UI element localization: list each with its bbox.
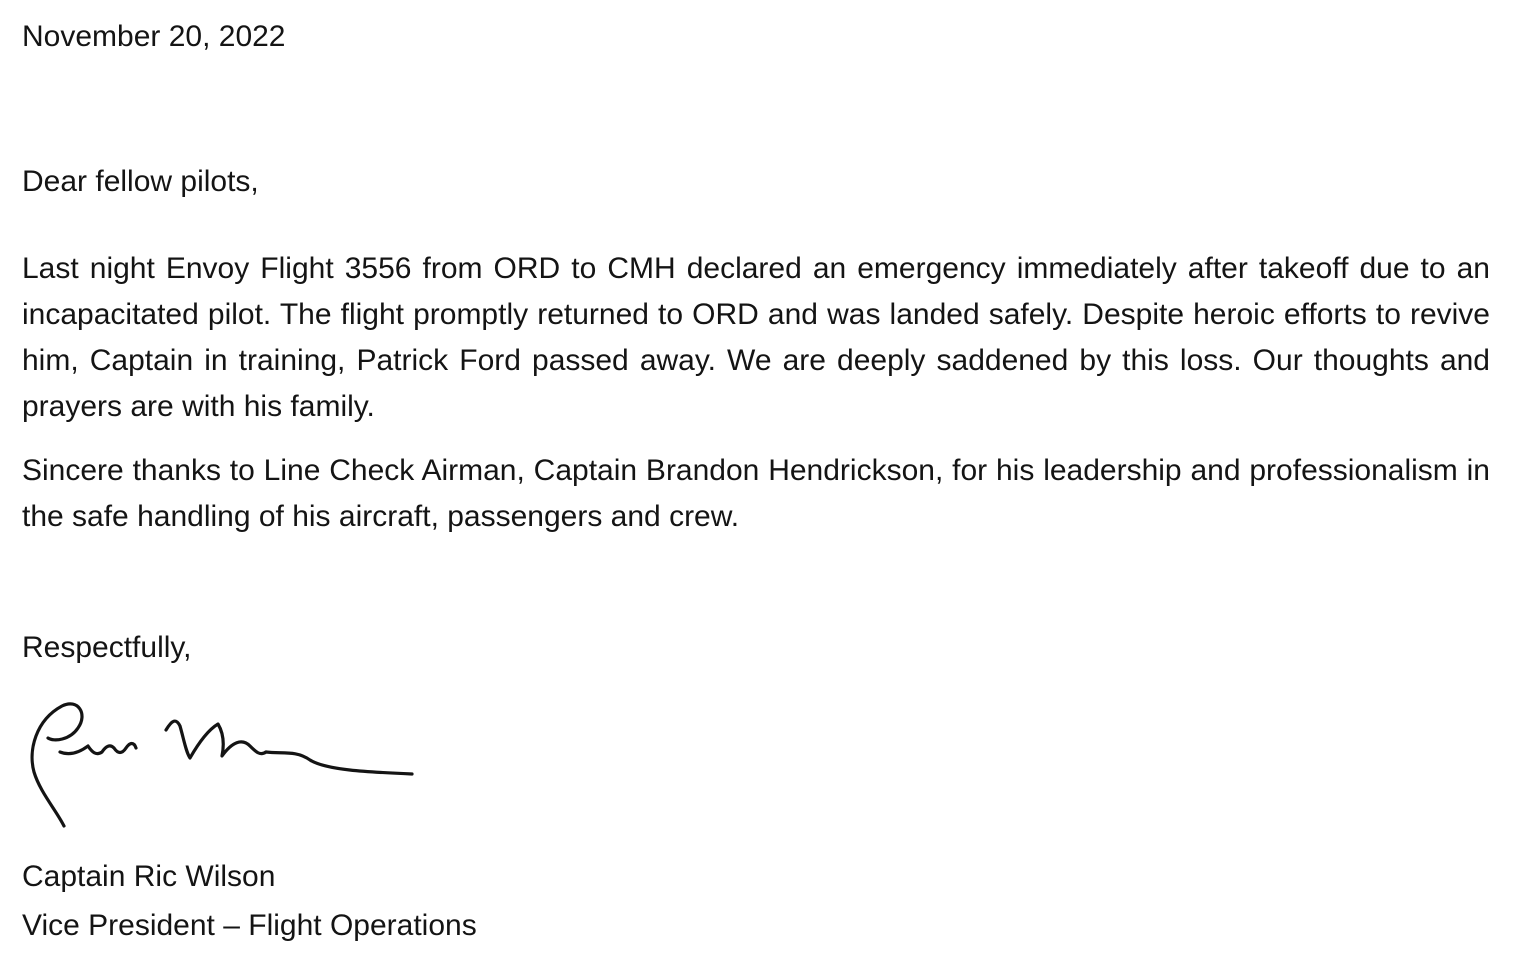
handwritten-signature	[26, 690, 426, 830]
signer-name: Captain Ric Wilson	[22, 860, 276, 893]
body-paragraph-2: Sincere thanks to Line Check Airman, Captain Brandon Hendrickson, for his leadership and professionalism in the safe handling of his aircraft, passengers and crew.	[22, 454, 1490, 533]
closing: Respectfully,	[22, 631, 192, 664]
body-paragraph-1: Last night Envoy Flight 3556 from ORD to CMH declared an emergency immediately after takeoff due to an incapacitated pilot. The flight promptly returned to ORD and was landed safely. Despite heroic efforts to revive him, Captain in training, Patrick Ford passed away. We are deeply saddened by this loss. Our thoughts and prayers are with his family.	[22, 252, 1490, 423]
signer-title: Vice President – Flight Operations	[22, 909, 477, 942]
salutation: Dear fellow pilots,	[22, 165, 259, 198]
letter-date: November 20, 2022	[22, 20, 286, 53]
